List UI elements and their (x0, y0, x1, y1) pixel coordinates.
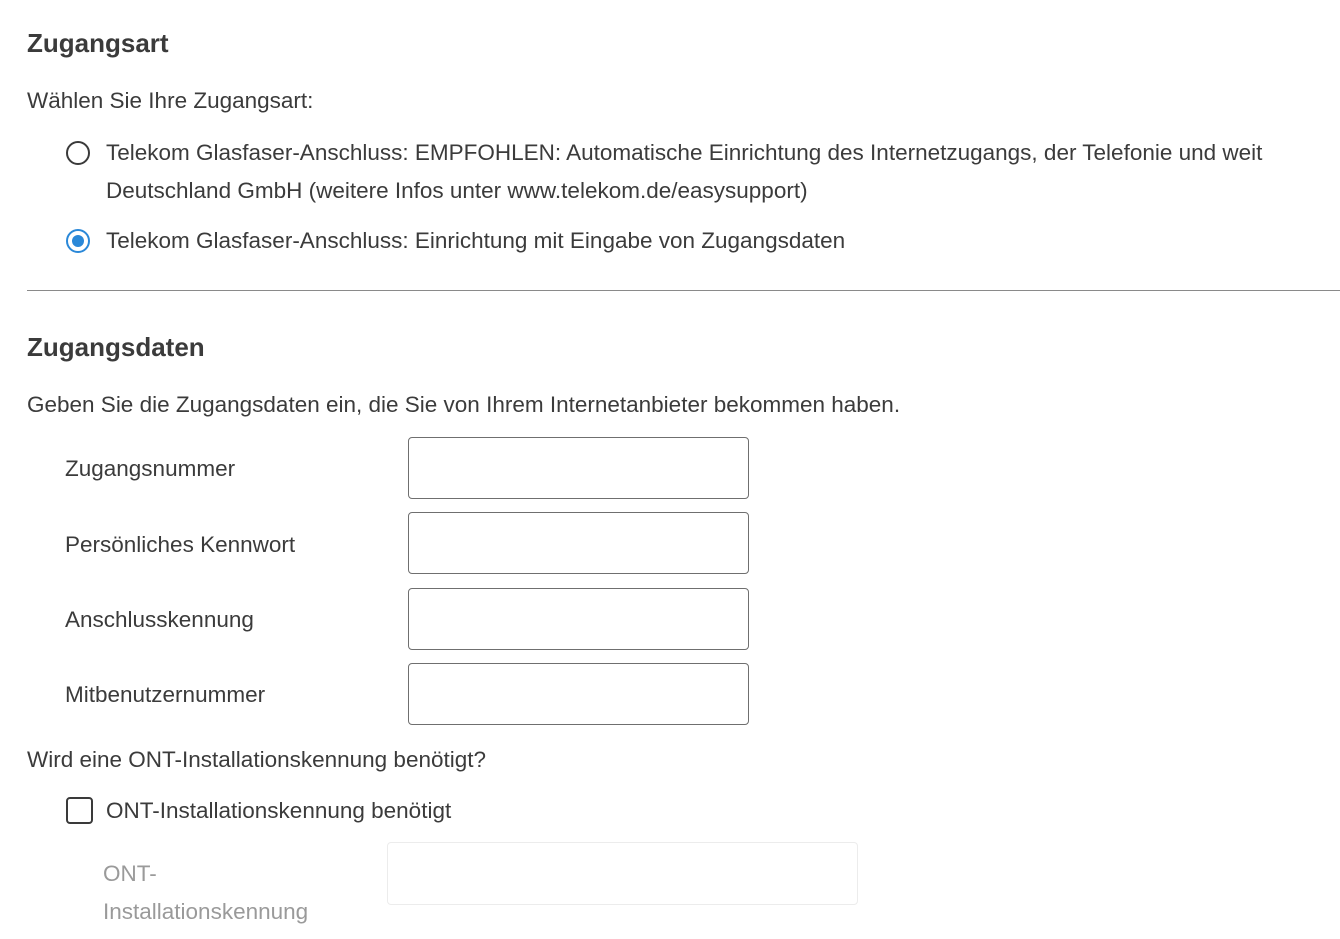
ont-required-checkbox[interactable] (66, 797, 93, 824)
access-data-heading: Zugangsdaten (27, 332, 205, 362)
personal-password-input[interactable] (408, 512, 749, 574)
access-number-label: Zugangsnummer (65, 456, 236, 481)
radio-automatic-setup[interactable] (66, 141, 90, 165)
radio-manual-setup[interactable] (66, 229, 90, 253)
ont-required-checkbox-label[interactable]: ONT-Installationskennung benötigt (106, 798, 452, 823)
section-divider (27, 290, 1340, 291)
radio-automatic-setup-label-line2[interactable]: Deutschland GmbH (weitere Infos unter www.telekom.de/easysupport) (106, 178, 808, 203)
co-user-number-input[interactable] (408, 663, 749, 725)
ont-field-label-line1: ONT- (103, 861, 157, 886)
radio-automatic-setup-label-line1[interactable]: Telekom Glasfaser-Anschluss: EMPFOHLEN: Automatische Einrichtung des Internetzugangs, der Telefonie und weit (106, 140, 1263, 165)
personal-password-label: Persönliches Kennwort (65, 532, 296, 557)
connection-id-label: Anschlusskennung (65, 607, 254, 632)
access-type-heading: Zugangsart (27, 28, 169, 58)
ont-question: Wird eine ONT-Installationskennung benötigt? (27, 747, 487, 772)
ont-installation-id-input[interactable] (387, 842, 858, 905)
connection-id-input[interactable] (408, 588, 749, 650)
access-data-intro: Geben Sie die Zugangsdaten ein, die Sie von Ihrem Internetanbieter bekommen haben. (27, 392, 901, 417)
ont-field-label-line2: Installationskennung (103, 899, 309, 924)
access-type-prompt: Wählen Sie Ihre Zugangsart: (27, 88, 314, 113)
co-user-number-label: Mitbenutzernummer (65, 682, 266, 707)
access-number-input[interactable] (408, 437, 749, 499)
radio-manual-setup-label[interactable]: Telekom Glasfaser-Anschluss: Einrichtung mit Eingabe von Zugangsdaten (106, 228, 846, 253)
